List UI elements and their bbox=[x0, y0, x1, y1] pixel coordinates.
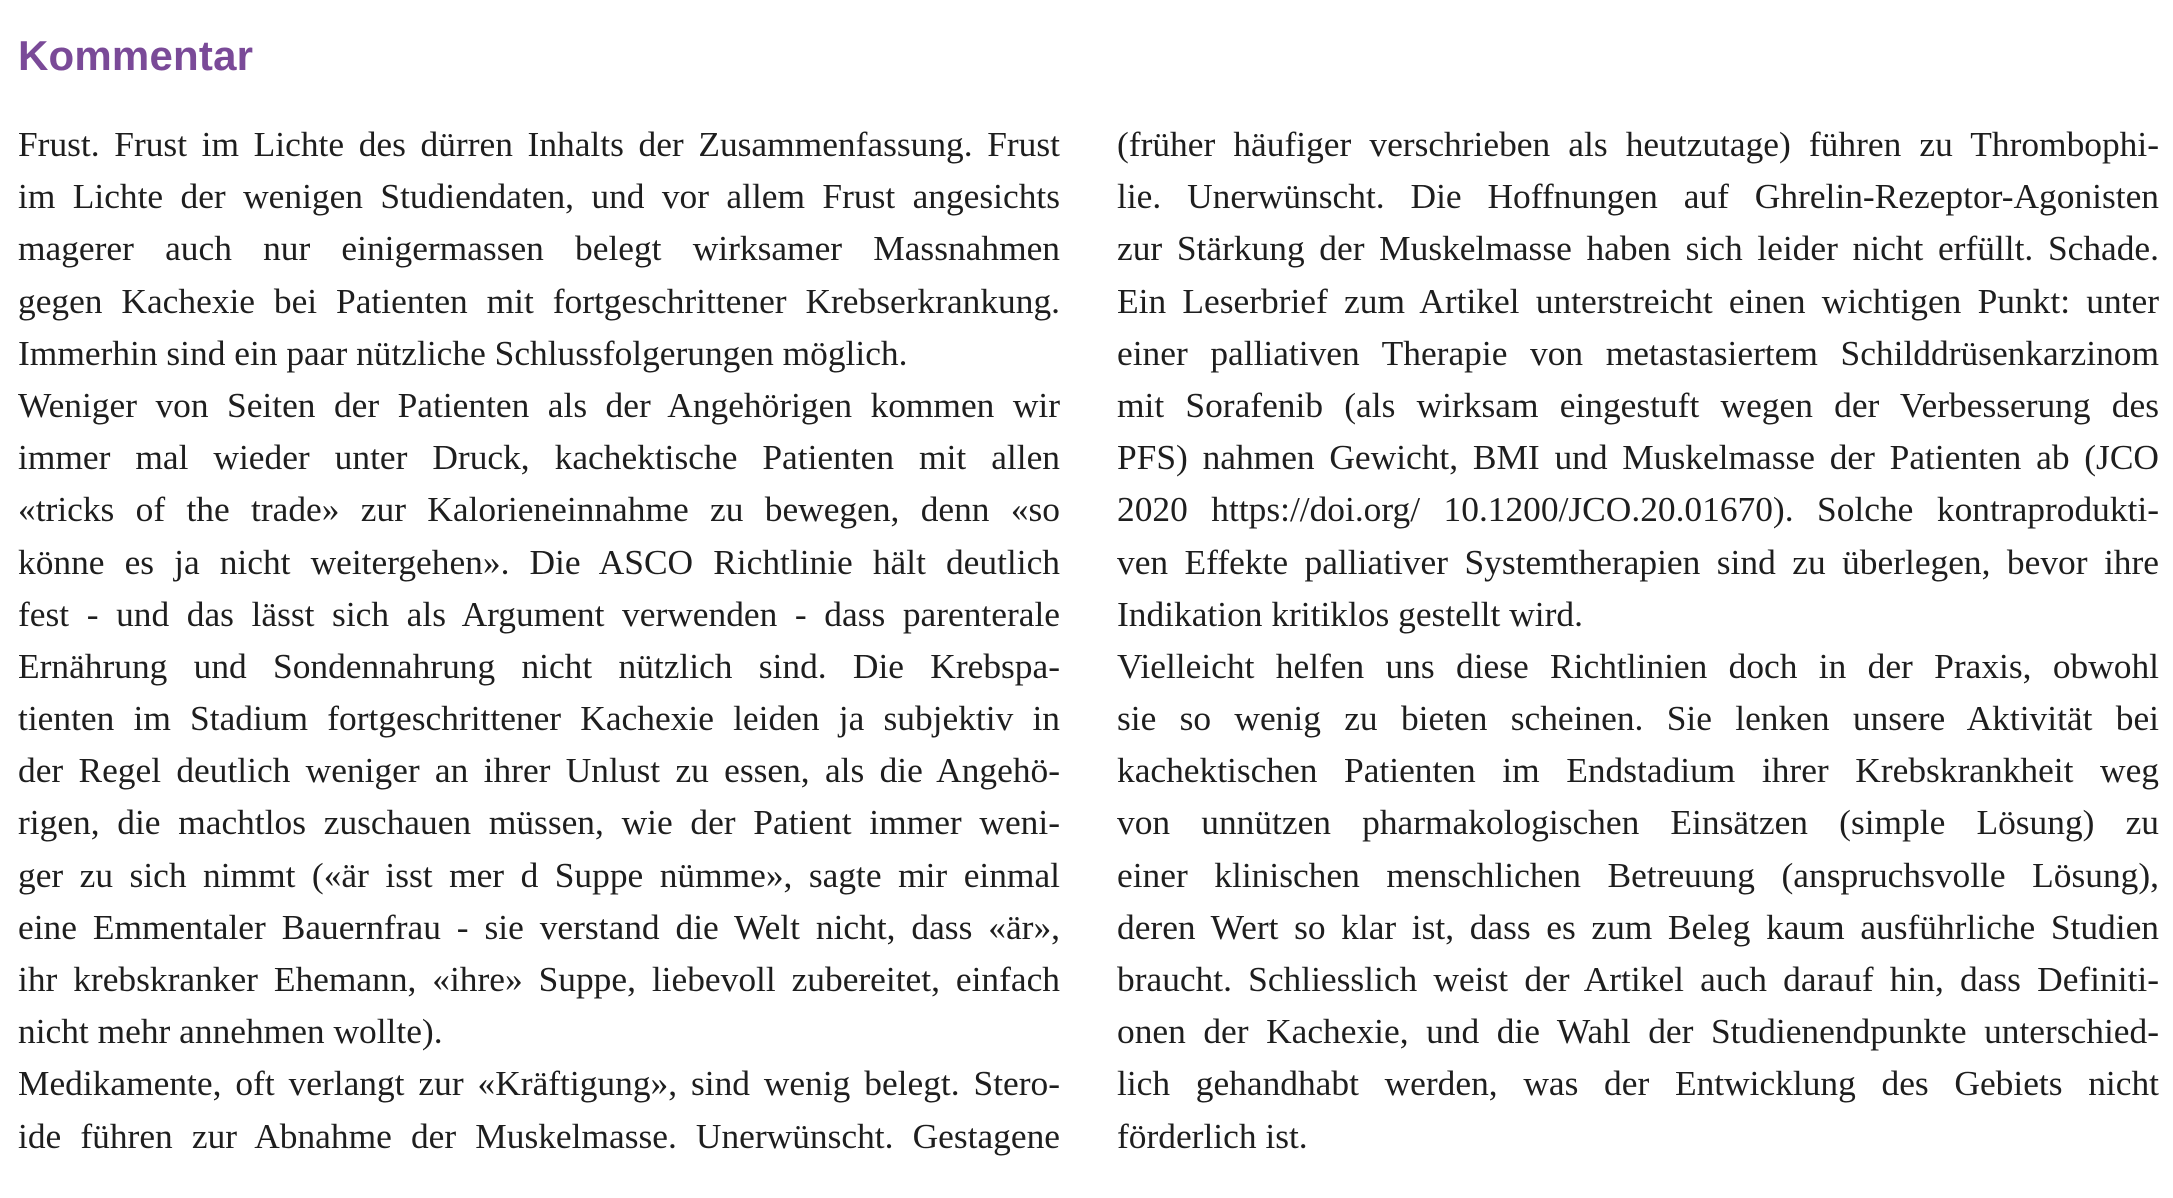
text-line: lich gehandhabt werden, was der Entwicklung des Gebiets nicht bbox=[1117, 1063, 2159, 1104]
text-line: 2020 https://doi.org/ 10.1200/JCO.20.01670). Solche kontraprodukti- bbox=[1117, 489, 2159, 530]
text-line: (früher häufiger verschrieben als heutzutage) führen zu Thrombophi- bbox=[1117, 124, 2159, 164]
text-line: einer klinischen menschlichen Betreuung (anspruchsvolle Lösung), bbox=[1117, 854, 2159, 895]
text-line: braucht. Schliesslich weist der Artikel auch darauf hin, dass Definiti- bbox=[1117, 959, 2159, 999]
right-text-column bbox=[1117, 118, 2159, 1162]
text-line: Vielleicht helfen uns diese Richtlinien doch in der Praxis, obwohl bbox=[1117, 645, 2159, 686]
text-line: gegen Kachexie bei Patienten mit fortgeschrittener Krebserkrankung. bbox=[18, 280, 1060, 321]
text-line: der Regel deutlich weniger an ihrer Unlust zu essen, als die Angehö- bbox=[18, 750, 1060, 791]
text-line: von unnützen pharmakologischen Einsätzen (simple Lösung) zu bbox=[1117, 802, 2159, 843]
left-text-column bbox=[18, 118, 1060, 1162]
text-line: ger zu sich nimmt («är isst mer d Suppe nümme», sagte mir einmal bbox=[18, 854, 1060, 895]
text-line: immer mal wieder unter Druck, kachektische Patienten mit allen bbox=[18, 437, 1060, 478]
text-line: tienten im Stadium fortgeschrittener Kachexie leiden ja subjektiv in bbox=[18, 698, 1060, 739]
text-line: nicht mehr annehmen wollte). bbox=[18, 1011, 443, 1052]
text-line: Ein Leserbrief zum Artikel unterstreicht einen wichtigen Punkt: unter bbox=[1117, 280, 2159, 321]
text-line: onen der Kachexie, und die Wahl der Studienendpunkte unterschied- bbox=[1117, 1011, 2159, 1052]
text-line: ide führen zur Abnahme der Muskelmasse. Unerwünscht. Gestagene bbox=[18, 1115, 1060, 1156]
section-heading: Kommentar bbox=[18, 32, 254, 79]
text-line: deren Wert so klar ist, dass es zum Beleg kaum ausführliche Studien bbox=[1117, 906, 2159, 947]
text-line: förderlich ist. bbox=[1117, 1115, 1308, 1156]
text-line: Immerhin sind ein paar nützliche Schlussfolgerungen möglich. bbox=[18, 332, 908, 373]
text-line: im Lichte der wenigen Studiendaten, und vor allem Frust angesichts bbox=[18, 176, 1060, 217]
text-line: PFS) nahmen Gewicht, BMI und Muskelmasse der Patienten ab (JCO bbox=[1117, 437, 2159, 478]
text-line: Indikation kritiklos gestellt wird. bbox=[1117, 593, 1583, 634]
text-line: lie. Unerwünscht. Die Hoffnungen auf Ghrelin-Rezeptor-Agonisten bbox=[1117, 176, 2159, 217]
text-line: eine Emmentaler Bauernfrau - sie verstand die Welt nicht, dass «är», bbox=[18, 906, 1060, 947]
text-line: sie so wenig zu bieten scheinen. Sie lenken unsere Aktivität bei bbox=[1117, 698, 2159, 739]
text-line: könne es ja nicht weitergehen». Die ASCO Richtlinie hält deutlich bbox=[18, 541, 1060, 582]
text-line: Frust. Frust im Lichte des dürren Inhalts der Zusammenfassung. Frust bbox=[18, 124, 1060, 164]
text-line: zur Stärkung der Muskelmasse haben sich leider nicht erfüllt. Schade. bbox=[1117, 228, 2159, 269]
text-line: ven Effekte palliativer Systemtherapien sind zu überlegen, bevor ihre bbox=[1117, 541, 2159, 582]
text-line: «tricks of the trade» zur Kalorieneinnahme zu bewegen, denn «so bbox=[18, 489, 1060, 530]
text-line: kachektischen Patienten im Endstadium ihrer Krebskrankheit weg bbox=[1117, 750, 2159, 791]
text-line: einer palliativen Therapie von metastasiertem Schilddrüsenkarzinom bbox=[1117, 332, 2159, 373]
text-line: Medikamente, oft verlangt zur «Kräftigung», sind wenig belegt. Stero- bbox=[18, 1063, 1060, 1104]
text-line: rigen, die machtlos zuschauen müssen, wie der Patient immer weni- bbox=[18, 802, 1060, 843]
text-line: Ernährung und Sondennahrung nicht nützlich sind. Die Krebspa- bbox=[18, 645, 1060, 686]
text-line: Weniger von Seiten der Patienten als der Angehörigen kommen wir bbox=[18, 384, 1060, 425]
text-line: mit Sorafenib (als wirksam eingestuft wegen der Verbesserung des bbox=[1117, 384, 2159, 425]
text-line: ihr krebskranker Ehemann, «ihre» Suppe, liebevoll zubereitet, einfach bbox=[18, 959, 1060, 999]
text-line: magerer auch nur einigermassen belegt wirksamer Massnahmen bbox=[18, 228, 1060, 269]
text-line: fest - und das lässt sich als Argument verwenden - dass parenterale bbox=[18, 593, 1060, 634]
